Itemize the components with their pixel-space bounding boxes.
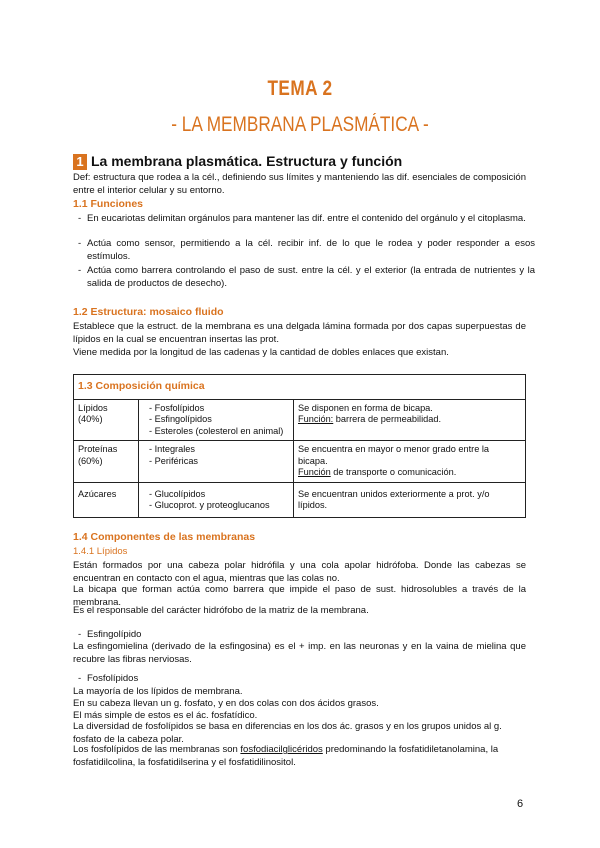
underlined-term: fosfodiacilglicéridos — [240, 744, 323, 755]
component-description: Se disponen en forma de bicapa. — [298, 402, 433, 413]
lipids-paragraph: Es el responsable del carácter hidrófobo de la matriz de la membrana. — [73, 605, 369, 616]
function-label: Función: — [298, 414, 334, 424]
component-name: Azúcares — [78, 488, 117, 499]
fosfolipidos-line: La diversidad de fosfolípidos se basa en diferencias en los dos ác. grasos y en los grupos unidos al g. fosfato de la cabeza polar. — [73, 721, 502, 745]
lipids-paragraph: La bicapa que forman actúa como barrera que impide el paso de sust. hidrosolubles a través de la membrana. — [73, 584, 526, 608]
structure-paragraph: Establece que la estruct. de la membrana es una delgada lámina formada por dos capas superpuestas de lípidos en la cual se encuentran insertas las prot. — [73, 321, 526, 345]
table-row: Azúcares - Glucolípidos - Glucoprot. y proteoglucanos Se encuentran unidos exteriormente a prot. y/o lípidos. — [74, 482, 526, 517]
esfingolipido-title: - Esfingolípido — [78, 629, 142, 640]
fosfolipidos-title: - Fosfolípidos — [78, 673, 139, 684]
section-number-badge: 1 — [73, 154, 87, 170]
component-percent: (60%) — [78, 455, 103, 466]
functions-heading: 1.1 Funciones — [73, 198, 144, 210]
structure-heading: 1.2 Estructura: mosaico fluido — [73, 306, 224, 318]
table-row: Proteínas (60%) - Integrales - Periféricas Se encuentra en mayor o menor grado entre la bicapa. Función de transporte o comunicación. — [74, 441, 526, 483]
component-name: Proteínas — [78, 444, 118, 454]
function-label: Función — [298, 467, 331, 477]
definition-text: Def: estructura que rodea a la cél., definiendo sus límites y manteniendo las dif. esenciales de composición entre el interior celular y su entorno. — [73, 172, 526, 196]
page-number: 6 — [517, 798, 524, 810]
chapter-title: - LA MEMBRANA PLASMÁTICA - — [171, 113, 429, 136]
component-name: Lípidos — [78, 402, 108, 413]
components-heading: 1.4 Componentes de las membranas — [73, 531, 256, 543]
fosfolipidos-line: La mayoría de los lípidos de membrana. — [73, 686, 243, 697]
fosfolipidos-line: El más simple de estos es el ác. fosfatídico. — [73, 710, 258, 721]
function-item: - Actúa como barrera controlando el paso de sust. entre la cél. y el exterior (la entrada de nutrientes y la salida de productos de desecho). — [78, 265, 535, 289]
chapter-number: TEMA 2 — [267, 77, 333, 100]
function-item: - En eucariotas delimitan orgánulos para mantener las dif. entre el contenido del orgánulo y el citoplasma. — [78, 213, 526, 224]
component-description: Se encuentran unidos exteriormente a prot. y/o lípidos. — [298, 488, 490, 510]
structure-paragraph: Viene medida por la longitud de las cadenas y la cantidad de dobles enlaces que existan. — [73, 347, 449, 358]
fosfolipidos-line: Los fosfolípidos de las membranas son fosfodiacilglicéridos predominando la fosfatidiletanolamina, la fosfatidilcolina, la fosfatidilserina y el fosfatidilinositol. — [73, 744, 499, 768]
table-row: Lípidos (40%) - Fosfolípidos - Esfingolípidos - Esteroles (colesterol en animal) Se disponen en forma de bicapa. Función: barrera de permeabilidad. — [74, 399, 526, 441]
fosfolipidos-line: En su cabeza llevan un g. fosfato, y en dos colas con dos ácidos grasos. — [73, 698, 379, 709]
lipids-paragraph: Están formados por una cabeza polar hidrófila y una cola apolar hidrófoba. Donde las cabezas se encuentran en contacto con el agua, mientras que las colas no. — [73, 560, 526, 584]
composition-heading: 1.3 Composición química — [74, 375, 526, 400]
function-item: - Actúa como sensor, permitiendo a la cél. recibir inf. de lo que le rodea y poder responder a esos estímulos. — [78, 238, 535, 262]
section-heading — [73, 153, 402, 170]
composition-table — [73, 374, 526, 518]
esfingolipido-text: La esfingomielina (derivado de la esfingosina) es el + imp. en las neuronas y en la vaina de mielina que recubre las fibras nerviosas. — [73, 641, 526, 665]
component-description: Se encuentra en mayor o menor grado entre la bicapa. — [298, 444, 490, 466]
component-percent: (40%) — [78, 414, 103, 424]
lipids-subheading: 1.4.1 Lípidos — [73, 546, 128, 557]
section-heading-text: La membrana plasmática. Estructura y función — [91, 153, 403, 169]
